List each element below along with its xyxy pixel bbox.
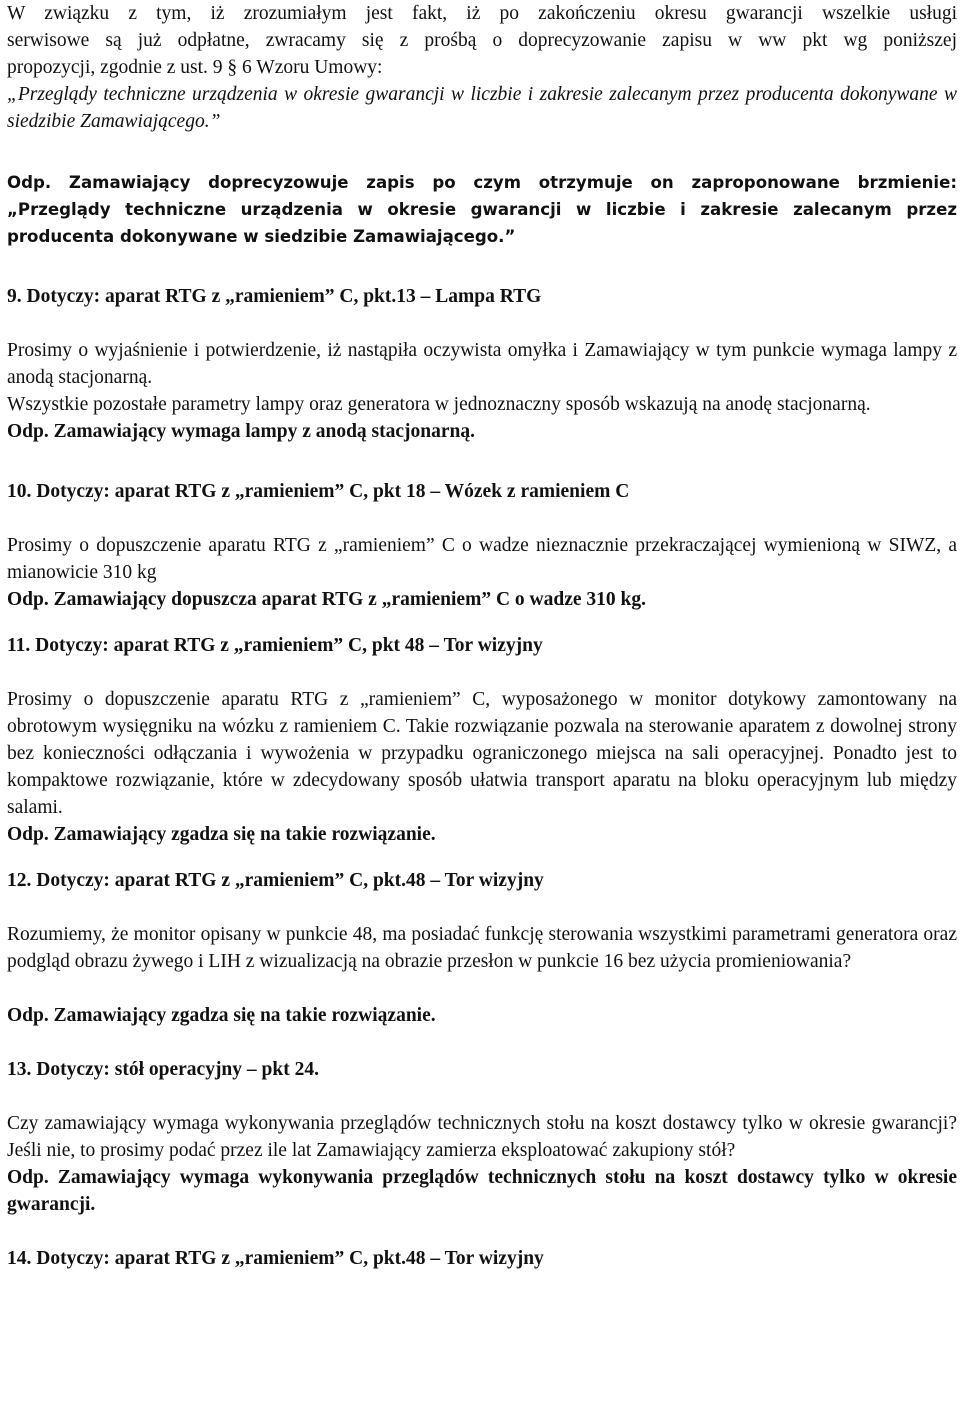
question-10-answer: Odp. Zamawiający dopuszcza aparat RTG z „ramieniem” C o wadze 310 kg. (7, 589, 646, 610)
proposed-clause: „Przeglądy techniczne urządzenia w okresie gwarancji w liczbie i zakresie zalecanym przez producenta dokonywane w siedzibie Zamawiającego.” (7, 84, 957, 132)
question-11-heading: 11. Dotyczy: aparat RTG z „ramieniem” C, pkt 48 – Tor wizyjny (7, 635, 543, 656)
answer-clarification: Odp. Zamawiający doprecyzowuje zapis po czym otrzymuje on zaproponowane brzmienie: „Przeglądy techniczne urządzenia w okresie gwarancji w liczbie i zakresie zalecanym przez producenta dokonywane w siedzibie Zamawiającego.” (7, 173, 957, 246)
question-12-heading: 12. Dotyczy: aparat RTG z „ramieniem” C, pkt.48 – Tor wizyjny (7, 870, 544, 891)
question-13-text: Czy zamawiający wymaga wykonywania przeglądów technicznych stołu na koszt dostawcy tylko w okresie gwarancji? Jeśli nie, to prosimy podać przez ile lat Zamawiający zamierza eksploatować zakupiony stół? (7, 1113, 957, 1161)
question-14-heading: 14. Dotyczy: aparat RTG z „ramieniem” C, pkt.48 – Tor wizyjny (7, 1248, 544, 1269)
intro-line-3: propozycji, zgodnie z ust. 9 § 6 Wzoru Umowy: (7, 57, 383, 78)
question-11-text: Prosimy o dopuszczenie aparatu RTG z „ramieniem” C, wyposażonego w monitor dotykowy zamontowany na obrotowym wysięgniku na wózku z ramieniem C. Takie rozwiązanie pozwala na sterowanie aparatem z dowolnej strony bez konieczności odłączania i wywożenia w przypadku ograniczonego miejsca na sali operacyjnej. Ponadto jest to kompaktowe rozwiązanie, które w zdecydowany sposób ułatwia transport aparatu na bloku operacyjnym lub między salami. (7, 689, 957, 818)
question-9-text: Prosimy o wyjaśnienie i potwierdzenie, iż nastąpiła oczywista omyłka i Zamawiający w tym punkcie wymaga lampy z anodą stacjonarną. (7, 340, 957, 388)
question-13-answer: Odp. Zamawiający wymaga wykonywania przeglądów technicznych stołu na koszt dostawcy tylko w okresie gwarancji. (7, 1167, 957, 1215)
question-9-text-2: Wszystkie pozostałe parametry lampy oraz generatora w jednoznaczny sposób wskazują na anodę stacjonarną. (7, 394, 871, 415)
question-13-heading: 13. Dotyczy: stół operacyjny – pkt 24. (7, 1059, 319, 1080)
question-9-heading: 9. Dotyczy: aparat RTG z „ramieniem” C, pkt.13 – Lampa RTG (7, 286, 542, 307)
intro-paragraph (7, 0, 957, 81)
question-10-heading: 10. Dotyczy: aparat RTG z „ramieniem” C, pkt 18 – Wózek z ramieniem C (7, 481, 630, 502)
question-11-answer: Odp. Zamawiający zgadza się na takie rozwiązanie. (7, 824, 436, 845)
intro-line-2: serwisowe są już odpłatne, zwracamy się z prośbą o doprecyzowanie zapisu w ww pkt wg poniższej (7, 30, 957, 51)
question-10-text: Prosimy o dopuszczenie aparatu RTG z „ramieniem” C o wadze nieznacznie przekraczającej wymienioną w SIWZ, a mianowicie 310 kg (7, 535, 957, 583)
question-9-answer: Odp. Zamawiający wymaga lampy z anodą stacjonarną. (7, 421, 476, 442)
question-12-text: Rozumiemy, że monitor opisany w punkcie 48, ma posiadać funkcję sterowania wszystkimi parametrami generatora oraz podgląd obrazu żywego i LIH z wizualizacją na obrazie przesłon w punkcie 16 bez użycia promieniowania? (7, 924, 957, 972)
question-12-answer: Odp. Zamawiający zgadza się na takie rozwiązanie. (7, 1005, 436, 1026)
intro-line-1: W związku z tym, iż zrozumiałym jest fakt, iż po zakończeniu okresu gwarancji wszelkie usługi (7, 3, 957, 24)
